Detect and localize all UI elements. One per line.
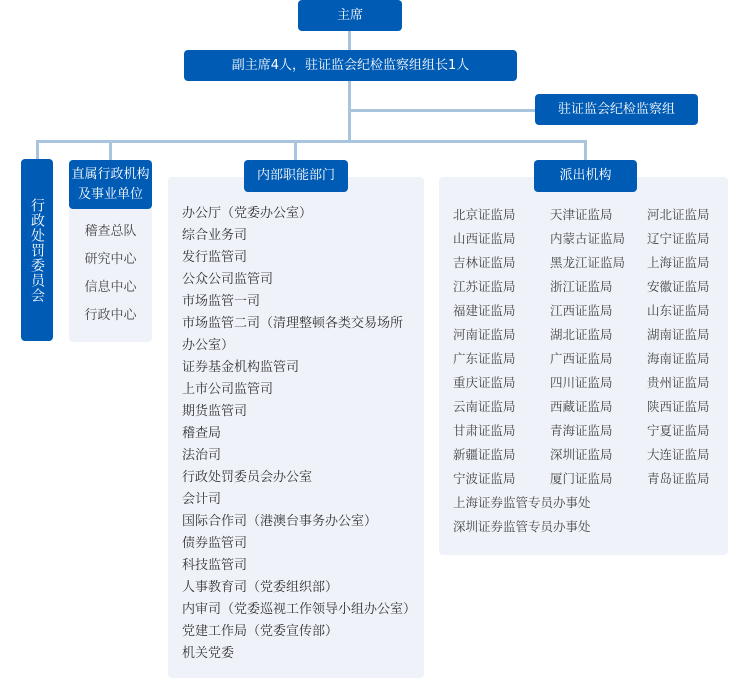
list-item: 发行监管司 <box>182 250 248 265</box>
list-item: 行政处罚委员会办公室 <box>182 470 313 485</box>
connector-col2 <box>109 140 112 160</box>
grid-cell: 江西证监局 <box>550 303 613 318</box>
list-item: 科技监管司 <box>182 558 248 573</box>
list-item: 上市公司监管司 <box>182 382 274 397</box>
list-item: 人事教育司（党委组织部） <box>182 580 339 595</box>
list-item: 国际合作司（港澳台事务办公室） <box>182 514 378 529</box>
list-item: 研究中心 <box>84 252 137 267</box>
grid-cell: 江苏证监局 <box>453 279 516 294</box>
connector-col4 <box>584 140 587 160</box>
list-item: 期货监管司 <box>182 404 248 419</box>
dispatched-grid <box>453 203 744 491</box>
grid-cell: 北京证监局 <box>453 207 516 222</box>
list-item: 债券监管司 <box>182 536 248 551</box>
grid-cell: 广东证监局 <box>453 351 516 366</box>
grid-cell: 宁波证监局 <box>453 471 516 486</box>
grid-cell: 辽宁证监局 <box>647 231 710 246</box>
grid-cell: 天津证监局 <box>550 207 613 222</box>
internal-departments-header: 内部职能部门 <box>244 160 348 192</box>
list-item: 办公室） <box>182 338 235 353</box>
grid-cell: 厦门证监局 <box>550 471 613 486</box>
list-item: 市场监管一司 <box>182 294 261 309</box>
grid-cell: 四川证监局 <box>550 375 613 390</box>
list-item: 公众公司监管司 <box>182 272 274 287</box>
grid-cell: 贵州证监局 <box>647 375 710 390</box>
grid-cell: 云南证监局 <box>453 399 516 414</box>
grid-cell: 内蒙古证监局 <box>550 231 626 246</box>
list-item: 信息中心 <box>84 280 137 295</box>
connector-chair-vice <box>348 31 351 51</box>
list-item: 法治司 <box>182 448 222 463</box>
grid-cell: 宁夏证监局 <box>647 423 710 438</box>
grid-cell: 上海证监局 <box>647 255 710 270</box>
grid-cell: 吉林证监局 <box>453 255 516 270</box>
list-item: 稽查局 <box>182 426 222 441</box>
dispatched-special-offices <box>453 491 591 539</box>
grid-cell: 浙江证监局 <box>550 279 613 294</box>
grid-cell: 青海证监局 <box>550 423 613 438</box>
list-item: 综合业务司 <box>182 228 248 243</box>
list-item: 上海证券监管专员办事处 <box>453 495 591 510</box>
admin-penalty-committee-box: 行政处罚委员会 <box>21 159 53 341</box>
grid-cell: 甘肃证监局 <box>453 423 516 438</box>
direct-units-list <box>69 218 152 330</box>
grid-cell: 湖南证监局 <box>647 327 710 342</box>
discipline-group-box: 驻证监会纪检监察组 <box>535 94 698 125</box>
grid-cell: 大连证监局 <box>647 447 710 462</box>
grid-cell: 黑龙江证监局 <box>550 255 626 270</box>
list-item: 证券基金机构监管司 <box>182 360 300 375</box>
grid-cell: 海南证监局 <box>647 351 710 366</box>
list-item: 深圳证券监管专员办事处 <box>453 519 591 534</box>
direct-units-header <box>69 160 152 209</box>
connector-bus <box>36 140 586 143</box>
dispatched-header: 派出机构 <box>534 160 637 192</box>
list-item: 会计司 <box>182 492 222 507</box>
grid-cell: 河南证监局 <box>453 327 516 342</box>
grid-cell: 湖北证监局 <box>550 327 613 342</box>
grid-cell: 深圳证监局 <box>550 447 613 462</box>
connector-discipline <box>348 109 536 112</box>
vice-chairman-box: 副主席4人，驻证监会纪检监察组组长1人 <box>184 50 517 81</box>
connector-col1 <box>36 140 39 160</box>
grid-cell: 福建证监局 <box>453 303 516 318</box>
chairman-box: 主席 <box>298 0 402 31</box>
grid-cell: 河北证监局 <box>647 207 710 222</box>
grid-cell: 安徽证监局 <box>647 279 710 294</box>
list-item: 行政中心 <box>84 308 137 323</box>
grid-cell: 新疆证监局 <box>453 447 516 462</box>
list-item: 稽查总队 <box>84 224 137 239</box>
grid-cell: 山东证监局 <box>647 303 710 318</box>
list-item: 办公厅（党委办公室） <box>182 206 313 221</box>
grid-cell: 陕西证监局 <box>647 399 710 414</box>
list-item: 机关党委 <box>182 646 235 661</box>
grid-cell: 重庆证监局 <box>453 375 516 390</box>
connector-trunk <box>348 81 351 143</box>
list-item: 市场监管二司（清理整顿各类交易场所 <box>182 316 404 331</box>
grid-cell: 西藏证监局 <box>550 399 613 414</box>
direct-units-title: 直属行政机构及事业单位 <box>71 166 150 202</box>
connector-col3 <box>294 140 297 160</box>
list-item: 内审司（党委巡视工作领导小组办公室） <box>182 602 417 617</box>
grid-cell: 山西证监局 <box>453 231 516 246</box>
grid-cell: 广西证监局 <box>550 351 613 366</box>
list-item: 党建工作局（党委宣传部） <box>182 624 339 639</box>
grid-cell: 青岛证监局 <box>647 471 710 486</box>
internal-departments-list <box>182 203 422 665</box>
